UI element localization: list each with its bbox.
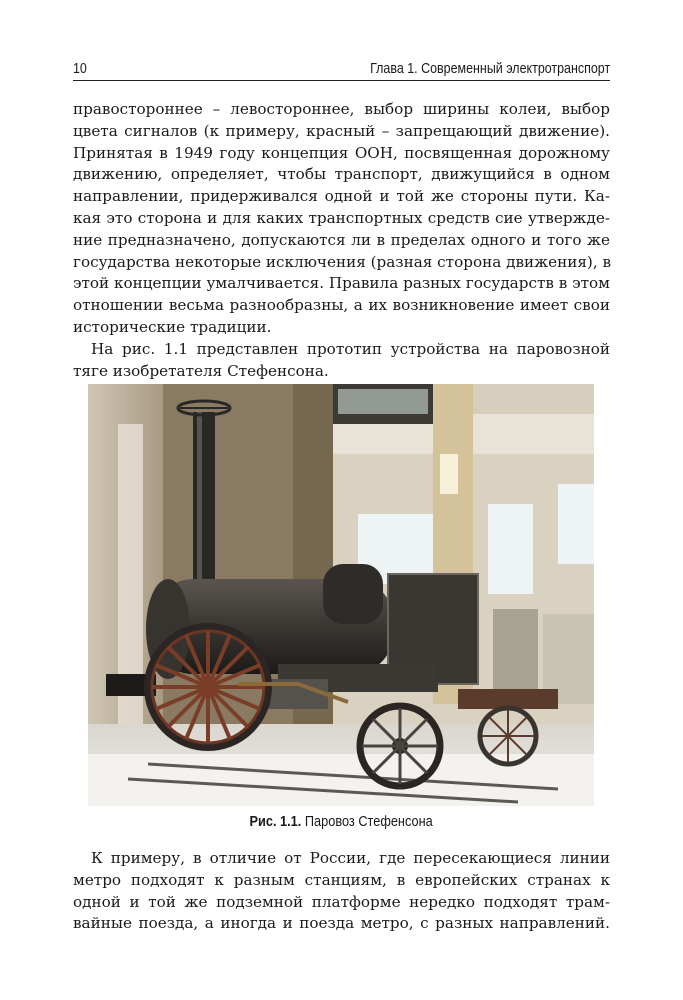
text-line: ние предназначено, допускаются ли в пределах одного и того же: [73, 230, 610, 249]
text-line: правостороннее – левостороннее, выбор ширины колеи, выбор: [73, 100, 610, 118]
text-line: вайные поезда, а иногда и поезда метро, с разных направлений.: [73, 914, 610, 933]
wheel-rear: [360, 706, 440, 786]
text-line: движению, определяет, чтобы транспорт, движущийся в одном: [73, 165, 610, 184]
page-number: 10: [73, 61, 87, 77]
text-line: отношении весьма разнообразны, а их возникновение имеет свои: [73, 296, 610, 315]
text-line: направлении, придерживался одной и той же стороны пути. Ка-: [73, 187, 610, 206]
text-line: тяге изобретателя Стефенсона.: [73, 361, 329, 380]
text-line: одной и той же подземной платформе нередко подходят трам-: [73, 892, 610, 911]
caption-label: Рис. 1.1.: [249, 814, 302, 830]
paragraph-1: [73, 99, 610, 339]
text-line: государства некоторые исключения (разная сторона движения), в: [73, 252, 612, 271]
text-line: На рис. 1.1 представлен прототип устройства на паровозной: [91, 340, 610, 358]
page-header: [73, 58, 610, 81]
text-line: Принятая в 1949 году концепция ООН, посвященная дорожному: [73, 143, 610, 162]
text-line: метро подходят к разным станциям, в европейских странах к: [73, 870, 610, 889]
running-title: Глава 1. Современный электротранспорт: [369, 61, 610, 77]
text-line: К примеру, в отличие от России, где пересекающиеся линии: [91, 849, 610, 867]
locomotive-photo: [88, 384, 594, 806]
wheel-tender: [480, 708, 536, 764]
paragraph-2: [73, 339, 610, 383]
text-line: цвета сигналов (к примеру, красный – запрещающий движение).: [73, 121, 610, 140]
paragraph-3: [73, 848, 610, 935]
text-line: кая это сторона и для каких транспортных средств сие утвержде-: [73, 208, 610, 227]
caption-text: Паровоз Стефенсона: [305, 814, 434, 830]
text-line: этой концепции умалчивается. Правила разных государств в этом: [73, 274, 610, 293]
wheel-front: [148, 627, 268, 747]
figure-caption: [0, 814, 683, 830]
text-line: исторические традиции.: [73, 317, 272, 336]
